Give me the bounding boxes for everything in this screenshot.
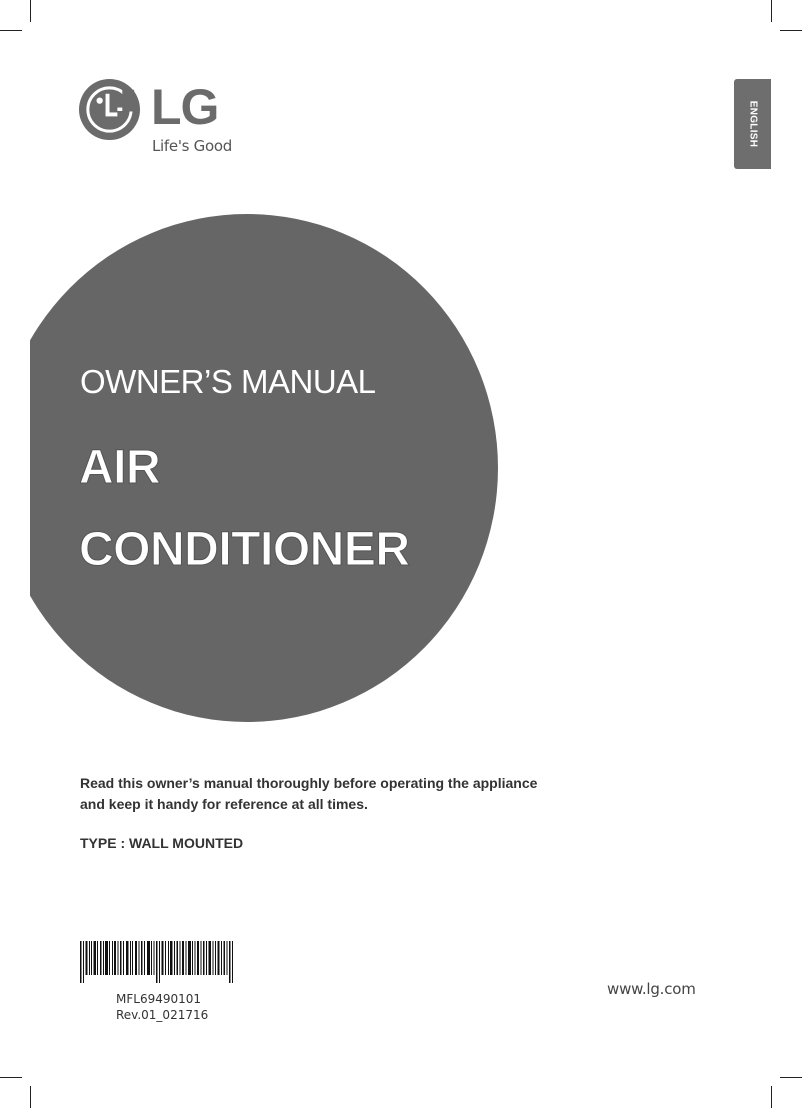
crop-mark xyxy=(780,30,802,31)
crop-mark xyxy=(30,1086,31,1108)
brand-name: LG xyxy=(151,79,219,135)
intro-text xyxy=(80,773,537,815)
intro-line-2: and keep it handy for reference at all times. xyxy=(80,796,368,812)
document-type: OWNER’S MANUAL xyxy=(80,363,376,400)
brand-logo xyxy=(78,78,248,158)
crop-mark xyxy=(0,30,22,31)
revision-number: Rev.01_021716 xyxy=(116,1008,209,1022)
crop-mark xyxy=(30,0,31,22)
product-title-line-1: AIR xyxy=(79,441,161,494)
crop-mark xyxy=(771,1086,772,1108)
product-title-line-2: CONDITIONER xyxy=(79,523,410,576)
brand-tagline: Life's Good xyxy=(152,137,232,155)
language-tab-label: ENGLISH xyxy=(747,100,758,148)
part-number: MFL69490101 xyxy=(116,992,202,1006)
website-url: www.lg.com xyxy=(607,980,696,998)
crop-mark xyxy=(771,0,772,22)
barcode-icon xyxy=(80,941,234,983)
document-codes xyxy=(116,991,208,1023)
product-type: TYPE : WALL MOUNTED xyxy=(80,835,244,851)
intro-line-1: Read this owner’s manual thoroughly before operating the appliance xyxy=(80,775,538,791)
lg-face-logo-icon xyxy=(78,78,141,141)
language-tab xyxy=(734,79,771,169)
crop-mark xyxy=(0,1077,22,1078)
crop-mark xyxy=(780,1077,802,1078)
